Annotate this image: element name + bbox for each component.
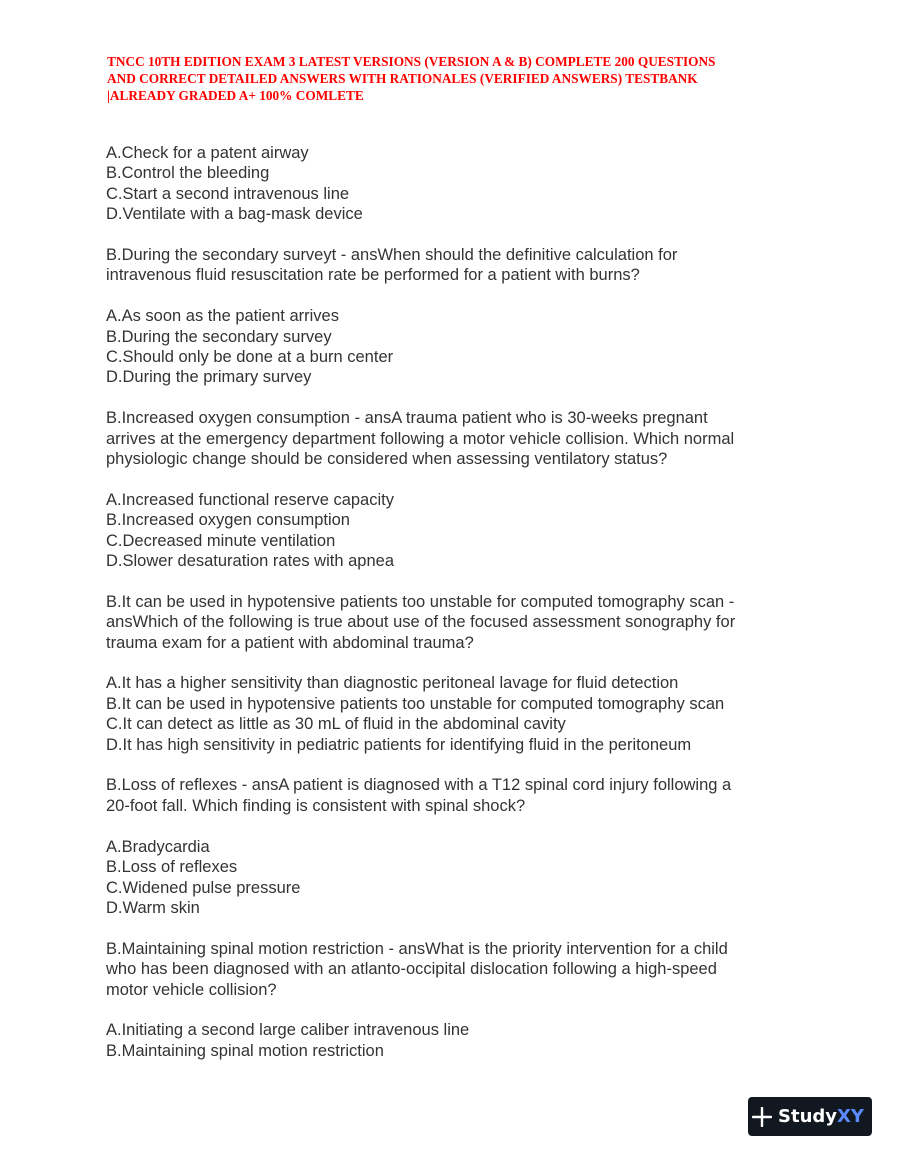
option-line: A.Bradycardia <box>106 837 210 856</box>
option-line: D.During the primary survey <box>106 368 312 387</box>
question-line: intravenous fluid resuscitation rate be performed for a patient with burns? <box>106 266 640 285</box>
option-line: D.Warm skin <box>106 898 200 917</box>
option-line: A.As soon as the patient arrives <box>106 307 339 326</box>
title-line: TNCC 10TH EDITION EXAM 3 LATEST VERSIONS (VERSION A & B) COMPLETE 200 QUESTIONS <box>107 54 716 69</box>
question-line: B.Maintaining spinal motion restriction - ansWhat is the priority intervention for a child <box>106 939 728 958</box>
answer-options <box>106 306 806 388</box>
question-line: B.During the secondary surveyt - ansWhen should the definitive calculation for <box>106 246 678 265</box>
answer-options <box>106 673 806 755</box>
answer-options <box>106 490 806 572</box>
question-paragraph <box>106 775 806 816</box>
question-line: B.Increased oxygen consumption - ansA trauma patient who is 30-weeks pregnant <box>106 409 708 428</box>
question-line: trauma exam for a patient with abdominal trauma? <box>106 633 474 652</box>
question-paragraph <box>106 592 806 653</box>
option-line: A.It has a higher sensitivity than diagnostic peritoneal lavage for fluid detection <box>106 674 679 693</box>
option-line: C.Should only be done at a burn center <box>106 348 394 367</box>
answer-options <box>106 1020 806 1061</box>
brand-name <box>778 1106 864 1127</box>
option-line: C.Widened pulse pressure <box>106 878 301 897</box>
option-line: B.Control the bleeding <box>106 164 270 183</box>
studyxy-badge[interactable] <box>748 1097 872 1136</box>
brand-accent: XY <box>837 1106 864 1127</box>
question-line: who has been diagnosed with an atlanto-occipital dislocation following a high-speed <box>106 960 717 979</box>
question-line: 20-foot fall. Which finding is consistent with spinal shock? <box>106 796 526 815</box>
option-line: A.Check for a patent airway <box>106 144 309 162</box>
option-line: B.It can be used in hypotensive patients too unstable for computed tomography scan <box>106 694 725 713</box>
document-title <box>107 53 807 104</box>
title-line: AND CORRECT DETAILED ANSWERS WITH RATIONALES (VERIFIED ANSWERS) TESTBANK <box>107 71 698 86</box>
option-line: A.Increased functional reserve capacity <box>106 490 394 509</box>
option-line: C.It can detect as little as 30 mL of fluid in the abdominal cavity <box>106 715 566 734</box>
question-line: physiologic change should be considered when assessing ventilatory status? <box>106 450 668 469</box>
question-paragraph <box>106 245 806 286</box>
option-line: B.During the secondary survey <box>106 327 332 346</box>
option-line: D.It has high sensitivity in pediatric patients for identifying fluid in the peritoneum <box>106 735 692 754</box>
question-line: B.It can be used in hypotensive patients too unstable for computed tomography scan - <box>106 592 735 611</box>
question-line: B.Loss of reflexes - ansA patient is diagnosed with a T12 spinal cord injury following a <box>106 776 732 795</box>
question-line: ansWhich of the following is true about use of the focused assessment sonography for <box>106 613 736 632</box>
question-paragraph <box>106 408 806 469</box>
option-line: B.Loss of reflexes <box>106 858 238 877</box>
option-line: D.Slower desaturation rates with apnea <box>106 552 394 571</box>
question-paragraph <box>106 939 806 1000</box>
option-line: D.Ventilate with a bag-mask device <box>106 205 363 224</box>
option-line: B.Increased oxygen consumption <box>106 511 350 530</box>
option-line: A.Initiating a second large caliber intravenous line <box>106 1021 470 1040</box>
answer-options <box>106 143 806 225</box>
title-line: |ALREADY GRADED A+ 100% COMLETE <box>107 88 364 103</box>
plus-icon <box>752 1107 772 1127</box>
answer-options <box>106 837 806 919</box>
option-line: C.Decreased minute ventilation <box>106 531 336 550</box>
question-line: motor vehicle collision? <box>106 980 277 999</box>
question-line: arrives at the emergency department following a motor vehicle collision. Which normal <box>106 429 735 448</box>
option-line: C.Start a second intravenous line <box>106 184 350 203</box>
document-body <box>106 143 806 1082</box>
option-line: B.Maintaining spinal motion restriction <box>106 1041 384 1060</box>
brand-main: Study <box>778 1106 838 1127</box>
